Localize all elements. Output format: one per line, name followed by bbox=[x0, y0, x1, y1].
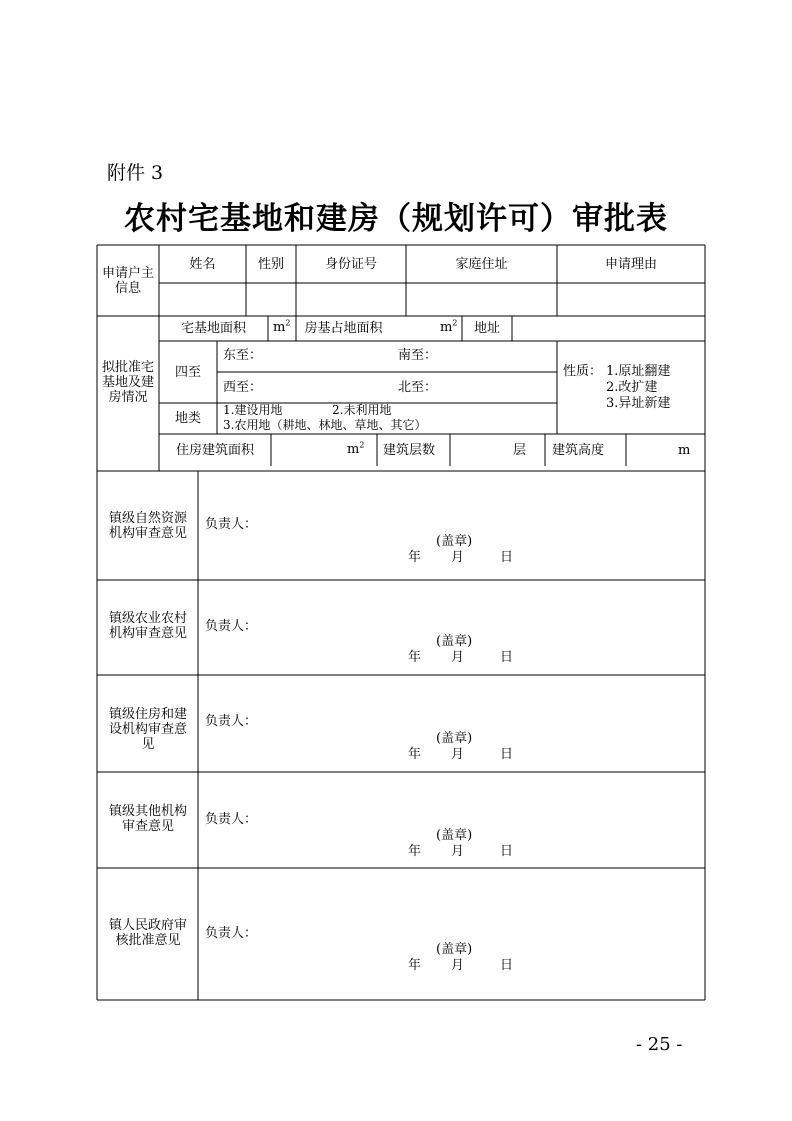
homestead-area-label: 宅基地面积 bbox=[180, 321, 246, 336]
review-government-year: 年 bbox=[408, 958, 422, 973]
land-type-label: 地类 bbox=[174, 411, 201, 426]
review-natural-resources-label: 镇级自然资源机构审查意见 bbox=[108, 511, 187, 541]
floors-field[interactable] bbox=[451, 435, 509, 465]
review-housing-responsible[interactable]: 负责人： bbox=[205, 714, 258, 729]
north-boundary[interactable]: 北至： bbox=[398, 380, 438, 395]
page-number: - 25 - bbox=[636, 1034, 683, 1055]
nature-option-3[interactable]: 3.异址新建 bbox=[606, 396, 671, 411]
review-agriculture-day: 日 bbox=[500, 650, 514, 665]
review-other-responsible[interactable]: 负责人： bbox=[205, 812, 258, 827]
address-field[interactable] bbox=[407, 284, 556, 315]
review-housing-day: 日 bbox=[500, 747, 514, 762]
nature-option-1[interactable]: 1.原址翻建 bbox=[606, 364, 671, 379]
height-unit: m bbox=[678, 443, 691, 458]
header-name: 姓名 bbox=[189, 257, 216, 272]
site-address-field[interactable] bbox=[513, 317, 704, 340]
review-government-month: 月 bbox=[451, 958, 465, 973]
review-agriculture-year: 年 bbox=[408, 650, 422, 665]
review-agriculture-label: 镇级农业农村机构审查意见 bbox=[108, 611, 187, 641]
review-housing-seal: (盖章) bbox=[436, 731, 473, 746]
house-area-label: 房基占地面积 bbox=[304, 321, 383, 336]
id-number-field[interactable] bbox=[297, 284, 405, 315]
east-boundary[interactable]: 东至： bbox=[223, 348, 263, 363]
review-other-month: 月 bbox=[451, 844, 465, 859]
address-label: 地址 bbox=[473, 321, 500, 336]
land-type-option-1[interactable]: 1.建设用地 bbox=[223, 403, 283, 417]
review-government-day: 日 bbox=[500, 958, 514, 973]
review-government-label: 镇人民政府审核批准意见 bbox=[108, 918, 187, 948]
header-gender: 性别 bbox=[257, 257, 284, 272]
floor-area-unit: $m^2$ bbox=[347, 440, 365, 457]
homestead-area-unit: $m^2$ bbox=[273, 318, 291, 335]
review-other-year: 年 bbox=[408, 844, 422, 859]
floor-area-field[interactable] bbox=[272, 435, 342, 465]
review-natural-resources-responsible[interactable]: 负责人： bbox=[205, 517, 258, 532]
nature-option-2[interactable]: 2.改扩建 bbox=[606, 380, 658, 395]
review-other-label: 镇级其他机构审查意见 bbox=[108, 804, 187, 834]
applicant-section-label: 申请户主信息 bbox=[101, 266, 154, 296]
review-natural-resources-month: 月 bbox=[451, 550, 465, 565]
review-agriculture-seal: (盖章) bbox=[436, 634, 473, 649]
review-natural-resources-day: 日 bbox=[500, 550, 514, 565]
south-boundary[interactable]: 南至： bbox=[398, 348, 438, 363]
review-other-seal: (盖章) bbox=[436, 828, 473, 843]
height-label: 建筑高度 bbox=[551, 443, 604, 458]
height-field[interactable] bbox=[627, 435, 675, 465]
name-field[interactable] bbox=[160, 284, 245, 315]
gender-field[interactable] bbox=[247, 284, 295, 315]
review-agriculture-month: 月 bbox=[451, 650, 465, 665]
floors-label: 建筑层数 bbox=[382, 443, 435, 458]
review-housing-label: 镇级住房和建设机构审查意见 bbox=[108, 707, 187, 752]
homestead-section-label: 拟批准宅基地及建房情况 bbox=[101, 360, 154, 405]
floor-area-label: 住房建筑面积 bbox=[175, 443, 254, 458]
form-title: 农村宅基地和建房（规划许可）审批表 bbox=[124, 201, 668, 237]
land-type-option-3[interactable]: 3.农用地（耕地、林地、草地、其它） bbox=[223, 418, 427, 432]
header-address: 家庭住址 bbox=[455, 257, 508, 272]
review-natural-resources-seal: (盖章) bbox=[436, 534, 473, 549]
header-id-number: 身份证号 bbox=[324, 257, 377, 272]
review-agriculture-responsible[interactable]: 负责人： bbox=[205, 619, 258, 634]
review-natural-resources-year: 年 bbox=[408, 550, 422, 565]
header-reason: 申请理由 bbox=[604, 257, 657, 272]
review-government-responsible[interactable]: 负责人： bbox=[205, 926, 258, 941]
nature-label: 性质： bbox=[563, 364, 603, 379]
floors-unit: 层 bbox=[513, 443, 527, 458]
west-boundary[interactable]: 西至： bbox=[223, 380, 263, 395]
review-government-seal: (盖章) bbox=[436, 942, 473, 957]
review-housing-month: 月 bbox=[451, 747, 465, 762]
attachment-label: 附件 3 bbox=[107, 162, 164, 184]
reason-field[interactable] bbox=[558, 284, 704, 315]
boundaries-label: 四至 bbox=[174, 365, 201, 380]
land-type-option-2[interactable]: 2.未利用地 bbox=[332, 403, 392, 417]
review-other-day: 日 bbox=[500, 844, 514, 859]
house-area-unit: $m^2$ bbox=[440, 318, 458, 335]
review-housing-year: 年 bbox=[408, 747, 422, 762]
